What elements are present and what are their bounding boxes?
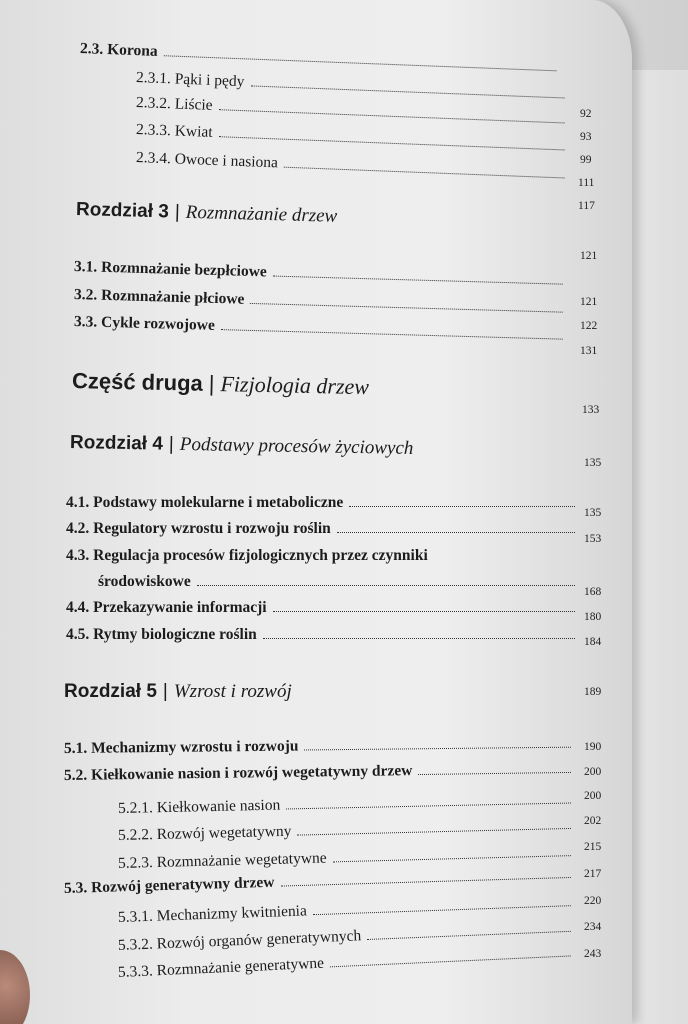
chapter-5-heading (64, 681, 292, 703)
dot-leader (197, 585, 575, 586)
page-number: 189 (584, 686, 602, 698)
page-number: 99 (580, 154, 592, 166)
page-number: 202 (584, 815, 602, 827)
dot-leader (284, 167, 565, 179)
entry-label: 2.3.4. Owoce i nasiona (135, 149, 279, 172)
toc-entry-4-5 (66, 626, 578, 644)
dot-leader (163, 55, 556, 71)
dot-leader (221, 329, 563, 340)
dot-leader (313, 905, 571, 915)
dot-leader (333, 855, 571, 862)
toc-entry-5-2-1 (118, 790, 574, 818)
entry-label: 3.3. Cykle rozwojowe (73, 313, 216, 334)
dot-leader (273, 611, 575, 612)
toc-entry-2-3-4 (136, 149, 568, 184)
entry-label: 5.1. Mechanizmy wzrostu i rozwoju (63, 737, 299, 757)
page-number: 131 (580, 345, 598, 357)
page-number: 180 (584, 611, 602, 623)
entry-label: 5.2.1. Kiełkowanie nasion (117, 796, 281, 817)
page-number: 121 (580, 250, 598, 262)
page-number: 111 (578, 177, 595, 189)
page-number: 133 (582, 404, 600, 416)
dot-leader (286, 803, 571, 810)
chapter-title: Wzrost i rozwój (173, 681, 292, 702)
page-number: 217 (584, 868, 602, 880)
page-number: 135 (584, 507, 602, 519)
toc-entry-4-4 (66, 599, 578, 617)
dot-leader (250, 85, 564, 98)
dot-leader (218, 109, 564, 123)
dot-leader (218, 136, 564, 150)
entry-label: 5.3.2. Rozwój organów generatywnych (117, 927, 362, 954)
entry-label: 2.3.1. Pąki i pędy (135, 69, 245, 91)
page-number: 135 (584, 457, 602, 469)
toc-entry-3-3 (74, 313, 566, 345)
entry-label: 2.3.3. Kwiat (135, 121, 213, 141)
entry-label: 2.3. Korona (79, 40, 158, 60)
dot-leader (337, 532, 575, 533)
page-number: 200 (584, 766, 602, 778)
entry-label: środowiskowe (98, 573, 191, 590)
chapter-title: Rozmnażanie drzew (185, 201, 338, 227)
separator: | (162, 681, 168, 702)
page-number: 190 (584, 741, 602, 753)
page-number: 215 (584, 841, 602, 853)
entry-label: 4.2. Regulatory wzrostu i rozwoju roślin (66, 520, 331, 537)
separator: | (174, 201, 181, 223)
dot-leader (367, 931, 571, 940)
page-number: 121 (580, 296, 598, 308)
part-2-heading (72, 368, 370, 400)
toc-entry-5-2 (64, 760, 574, 785)
page-number: 168 (584, 586, 602, 598)
toc-entry-4-3 (66, 547, 428, 565)
toc-entry-5-1 (64, 735, 574, 758)
dot-leader (349, 506, 575, 507)
dot-leader (305, 747, 572, 751)
toc-entry-4-1 (66, 494, 578, 512)
entry-label: 3.1. Rozmnażanie bezpłciowe (73, 258, 268, 281)
dot-leader (263, 638, 575, 639)
dot-leader (250, 303, 562, 313)
page-number: 184 (584, 636, 602, 648)
entry-label: 5.3.3. Rozmnażanie generatywne (117, 954, 325, 981)
toc-entry-4-3-cont (98, 573, 578, 591)
toc-entry-2-3-3 (136, 121, 568, 156)
page-number: 234 (584, 921, 602, 933)
entry-label: 4.3. Regulacja procesów fizjologicznych przez czynniki (66, 547, 428, 564)
page-number: 153 (584, 533, 602, 545)
toc-entry-3-2 (74, 286, 566, 318)
page-number: 220 (584, 895, 602, 907)
entry-label: 5.3. Rozwój generatywny drzew (63, 873, 275, 897)
separator: | (208, 370, 215, 396)
entry-label: 5.2.2. Rozwój wegetatywny (117, 822, 292, 844)
page-number: 122 (580, 320, 598, 332)
dot-leader (273, 276, 563, 285)
entry-label: 2.3.2. Liście (135, 94, 213, 114)
entry-label: 5.2. Kiełkowanie nasion i rozwój wegetatywny drzew (63, 762, 413, 784)
entry-label: 3.2. Rozmnażanie płciowe (73, 286, 245, 308)
dot-leader (418, 772, 571, 775)
chapter-number: Rozdział 3 (75, 199, 170, 223)
dot-leader (298, 828, 571, 836)
page-number: 117 (578, 200, 595, 212)
part-number: Część druga (71, 368, 204, 396)
toc-entry-5-2-2 (118, 816, 574, 845)
chapter-number: Rozdział 5 (64, 681, 157, 702)
chapter-3-heading (76, 199, 338, 228)
entry-label: 4.4. Przekazywanie informacji (66, 599, 267, 616)
entry-label: 4.1. Podstawy molekularne i metaboliczne (66, 494, 344, 511)
page-number: 243 (584, 948, 602, 960)
toc-entry-4-2 (66, 520, 578, 538)
entry-label: 5.2.3. Rozmnażanie wegetatywne (117, 849, 327, 872)
dot-leader (330, 955, 571, 967)
page-number: 200 (584, 790, 602, 802)
part-title: Fizjologia drzew (220, 371, 370, 400)
separator: | (168, 433, 175, 455)
chapter-number: Rozdział 4 (69, 432, 164, 455)
chapter-title: Podstawy procesów życiowych (179, 433, 414, 459)
page-number: 93 (580, 131, 592, 143)
toc-entry-3-1 (74, 258, 566, 290)
chapter-4-heading (70, 432, 414, 460)
entry-label: 5.3.1. Mechanizmy kwitnienia (117, 902, 308, 926)
dot-leader (280, 877, 570, 887)
page-number: 92 (580, 108, 592, 120)
entry-label: 4.5. Rytmy biologiczne roślin (66, 626, 257, 643)
